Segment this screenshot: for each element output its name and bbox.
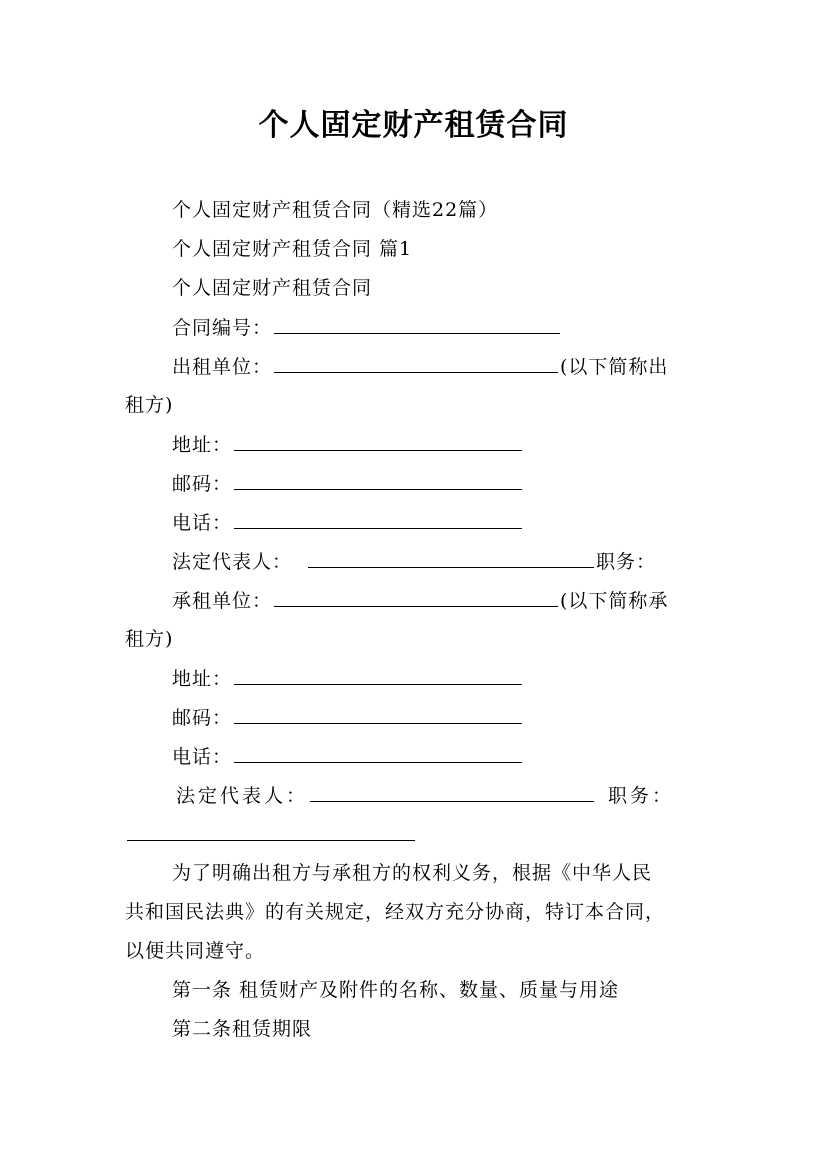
lessee-phone-line — [172, 744, 524, 769]
lessor-phone-label: 电话： — [172, 512, 233, 534]
lessee-unit-suffix-cont: 租方) — [125, 628, 174, 650]
lessee-position-blank-line — [125, 822, 417, 847]
lessor-rep-label: 法定代表人： — [172, 551, 293, 573]
article-2: 第二条租赁期限 — [172, 1018, 313, 1040]
lessor-unit-line — [172, 354, 668, 379]
lessor-unit-label: 出租单位： — [172, 356, 273, 378]
document-title: 个人固定财产租赁合同 — [258, 108, 569, 143]
lessor-postcode-blank — [234, 471, 522, 490]
lessor-rep-line — [172, 549, 656, 574]
lessee-address-label: 地址： — [172, 668, 233, 690]
lessor-rep-blank — [308, 549, 594, 568]
lessee-rep-label: 法定代表人： — [176, 785, 309, 807]
lessee-position-blank — [127, 822, 415, 841]
lessee-unit-line — [172, 588, 668, 613]
lessee-unit-blank — [274, 588, 558, 607]
lessor-postcode-line — [172, 471, 524, 496]
lessor-unit-blank — [274, 354, 558, 373]
lessor-address-label: 地址： — [172, 434, 233, 456]
lessee-postcode-blank — [234, 705, 522, 724]
lessor-address-blank — [234, 432, 522, 451]
heading-part: 个人固定财产租赁合同 篇1 — [172, 238, 413, 260]
lessor-address-line — [172, 432, 524, 457]
lessor-unit-suffix: (以下简称出 — [560, 356, 669, 378]
lessee-postcode-label: 邮码： — [172, 707, 233, 729]
lessor-unit-suffix-cont: 租方) — [125, 394, 174, 416]
lessee-unit-suffix: (以下简称承 — [560, 590, 669, 612]
contract-number-line — [172, 315, 562, 340]
lessee-rep-line — [176, 783, 674, 808]
contract-number-blank — [274, 315, 560, 334]
lessee-postcode-line — [172, 705, 524, 730]
lessee-address-line — [172, 666, 524, 691]
heading-selected: 个人固定财产租赁合同（精选22篇） — [172, 199, 499, 221]
heading-doc: 个人固定财产租赁合同 — [172, 277, 373, 299]
lessee-unit-label: 承租单位： — [172, 590, 273, 612]
lessee-phone-label: 电话： — [172, 746, 233, 768]
lessee-address-blank — [234, 666, 522, 685]
lessor-phone-blank — [234, 510, 522, 529]
intro-line-3: 以便共同遵守。 — [125, 940, 266, 962]
lessor-position-label: 职务： — [596, 551, 657, 573]
contract-number-label: 合同编号： — [172, 317, 273, 339]
lessor-phone-line — [172, 510, 524, 535]
lessee-position-label: 职务： — [608, 785, 675, 807]
lessee-phone-blank — [234, 744, 522, 763]
lessor-postcode-label: 邮码： — [172, 473, 233, 495]
intro-line-1: 为了明确出租方与承租方的权利义务，根据《中华人民 — [172, 862, 653, 884]
article-1: 第一条 租赁财产及附件的名称、数量、质量与用途 — [172, 979, 620, 1001]
lessee-rep-blank — [310, 783, 594, 802]
intro-line-2: 共和国民法典》的有关规定，经双方充分协商，特订本合同， — [125, 901, 666, 923]
